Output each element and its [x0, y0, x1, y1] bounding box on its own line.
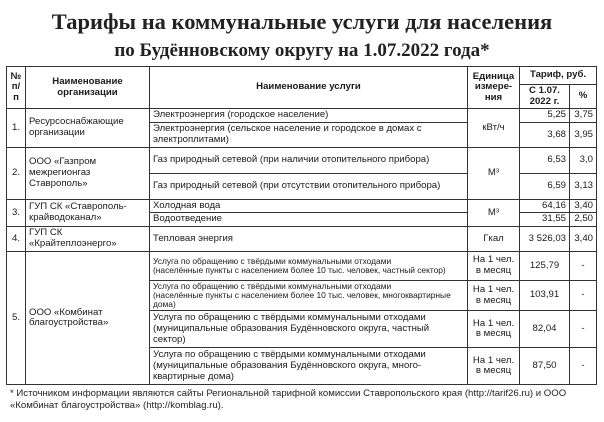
- tariff-value: 5,25: [520, 109, 570, 123]
- header-date: С 1.07. 2022 г.: [520, 85, 570, 109]
- tariff-percent: -: [570, 281, 597, 311]
- service-main: Услуга по обращению с твёрдыми коммунальными отходами: [153, 256, 392, 267]
- service-main: Услуга по обращению с твёрдыми коммунальными отходами: [153, 312, 426, 324]
- service-note: (населённые пункты с населением более 10 тыс. человек, многоквартирные дома): [153, 290, 451, 310]
- unit: На 1 чел. в месяц: [468, 252, 520, 281]
- row-num: 3.: [7, 199, 26, 226]
- org-name: Ресурсоснабжающие организации: [26, 109, 150, 147]
- unit: На 1 чел. в месяц: [468, 281, 520, 311]
- service-name: [150, 252, 468, 281]
- unit: Гкал: [468, 227, 520, 252]
- tariff-value: 6,59: [520, 173, 570, 199]
- tariff-value: 82,04: [520, 311, 570, 348]
- header-org: Наименование организации: [26, 67, 150, 109]
- tariff-value: 3 526,03: [520, 227, 570, 252]
- tariff-value: 87,50: [520, 348, 570, 385]
- page-title: Тарифы на коммунальные услуги для населения: [51, 9, 553, 34]
- row-num: 4.: [7, 227, 26, 252]
- org-name: ООО «Комбинат благоустройства»: [26, 252, 150, 385]
- service-name: Газ природный сетевой (при наличии отопительного прибора): [150, 147, 468, 173]
- service-name: Электроэнергия (городское население): [150, 109, 468, 123]
- tariff-percent: 2,50: [570, 213, 597, 227]
- service-name: [150, 311, 468, 348]
- page-subtitle: по Будённовскому округу на 1.07.2022 года*: [114, 40, 490, 61]
- header-service: Наименование услуги: [150, 67, 468, 109]
- service-name: [150, 281, 468, 311]
- tariff-percent: 3,95: [570, 123, 597, 147]
- org-name: ООО «Газпром межрегионгаз Ставрополь»: [26, 147, 150, 199]
- service-name: [150, 348, 468, 385]
- table-row: [7, 252, 597, 281]
- table-row: [7, 147, 597, 173]
- table-row: [7, 227, 597, 252]
- tariff-percent: 3,13: [570, 173, 597, 199]
- tariff-value: 103,91: [520, 281, 570, 311]
- header-num: № п/п: [7, 67, 26, 109]
- tariff-table: [6, 66, 597, 385]
- tariff-value: 64,16: [520, 199, 570, 213]
- service-note: (муниципальные образования Будённовского округа, частный сектор): [153, 323, 430, 345]
- tariff-percent: -: [570, 252, 597, 281]
- service-name: Газ природный сетевой (при отсутствии отопительного прибора): [150, 173, 468, 199]
- header-percent: %: [570, 85, 597, 109]
- header-tariff: Тариф, руб.: [520, 67, 597, 85]
- service-note: (населённые пункты с населением более 10 тыс. человек, частный сектор): [153, 265, 446, 276]
- row-num: 1.: [7, 109, 26, 147]
- tariff-percent: -: [570, 311, 597, 348]
- tariff-value: 6,53: [520, 147, 570, 173]
- header-unit: Единица измере-ния: [468, 67, 520, 109]
- service-name: Холодная вода: [150, 199, 468, 213]
- unit: М³: [468, 147, 520, 199]
- row-num: 2.: [7, 147, 26, 199]
- unit: кВт/ч: [468, 109, 520, 147]
- service-name: Электроэнергия (сельское население и городское в домах с электроплитами): [150, 123, 468, 147]
- org-name: ГУП СК «Ставрополь-крайводоканал»: [26, 199, 150, 226]
- unit: На 1 чел. в месяц: [468, 311, 520, 348]
- source-footnote: * Источником информации являются сайты Региональной тарифной комиссии Ставропольского края (http://tarif26.ru) и ООО «Комбинат благоустройства» (http://komblag.ru).: [10, 388, 567, 411]
- table-row: [7, 199, 597, 213]
- tariff-percent: -: [570, 348, 597, 385]
- table-row: [7, 109, 597, 123]
- service-main: Услуга по обращению с твёрдыми коммунальными отходами: [153, 349, 426, 361]
- service-note: (муниципальные образования Будённовского округа, много-квартирные дома): [153, 360, 422, 382]
- tariff-value: 3,68: [520, 123, 570, 147]
- unit: М³: [468, 199, 520, 226]
- service-name: Тепловая энергия: [150, 227, 468, 252]
- tariff-value: 31,55: [520, 213, 570, 227]
- tariff-percent: 3,40: [570, 227, 597, 252]
- service-name: Водоотведение: [150, 213, 468, 227]
- service-main: Услуга по обращению с твёрдыми коммунальными отходами: [153, 281, 392, 292]
- row-num: 5.: [7, 252, 26, 385]
- tariff-percent: 3,0: [570, 147, 597, 173]
- unit: На 1 чел. в месяц: [468, 348, 520, 385]
- tariff-percent: 3,40: [570, 199, 597, 213]
- org-name: ГУП СК «Крайтеплоэнерго»: [26, 227, 150, 252]
- tariff-value: 125,79: [520, 252, 570, 281]
- tariff-percent: 3,75: [570, 109, 597, 123]
